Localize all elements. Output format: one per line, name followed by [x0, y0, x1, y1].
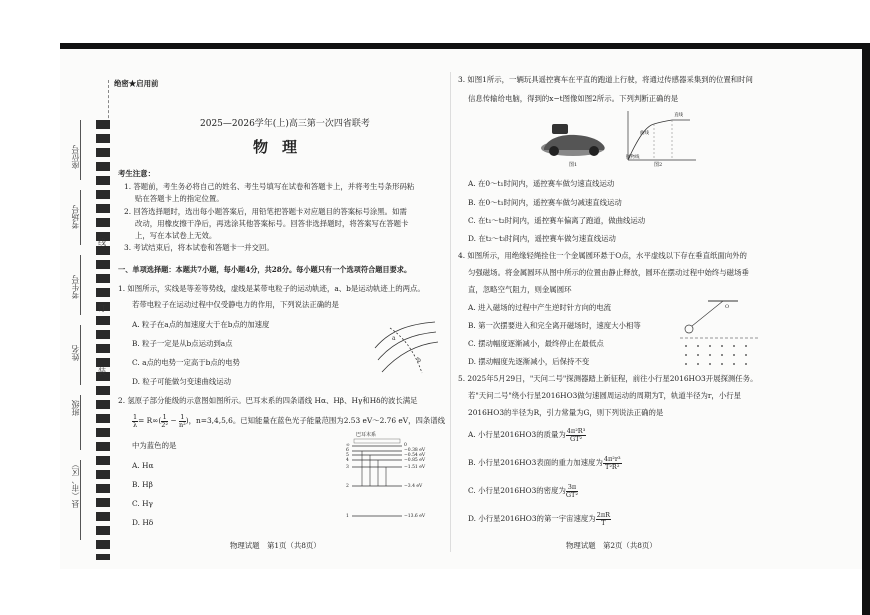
binding-mark-bind: 装 — [98, 367, 106, 376]
q4-option-d: D. 摆动幅度先逐渐减小，后保持不变 — [468, 357, 590, 366]
notice-heading: 考生注意： — [118, 169, 155, 178]
q3-option-b: B. 在0～t₁时间内，遥控赛车做匀减速直线运动 — [468, 198, 622, 207]
q2-option-c: C. Hγ — [132, 499, 153, 508]
field-candidate-number: 考生号 — [71, 275, 80, 299]
level-n: 2 — [346, 484, 349, 489]
q5-stem: 若"天问二号"绕小行星2016HO3做匀速圆周运动的周期为T，轨道半径为r，小行星 — [468, 391, 741, 400]
svg-text:b: b — [417, 357, 421, 364]
q4-option-b: B. 第一次摆要进入和完全离开磁场时，速度大小相等 — [468, 321, 641, 330]
q1-option-c: C. a点的电势一定高于b点的电势 — [132, 358, 240, 367]
q4-stem: 匀强磁场。将金属圆环从图中所示的位置由静止释放，圆环在摆动过程中始终与磁场垂 — [468, 268, 749, 277]
q1-option-b: B. 粒子一定是从b点运动到a点 — [132, 339, 233, 348]
q5-option-a: A. 小行星2016HO3的质量为 $\frac{\text{4π²R³}}{\text{GT²}}$ — [468, 427, 586, 443]
q4-magnetic-field-figure — [678, 298, 760, 370]
formula-fraction: $\frac{1}{\text{2²}}$ — [161, 413, 169, 429]
q1-option-a: A. 粒子在a点的加速度大于在b点的加速度 — [132, 320, 270, 329]
notice-line: 1. 答题前，考生务必将自己的姓名、考生号填写在试卷和答题卡上，并将考生号条形码粘 — [124, 182, 415, 191]
q4-option-c: C. 摆动幅度逐渐减小，最终停止在最低点 — [468, 339, 604, 348]
level-n: ∞ — [346, 443, 350, 448]
q5-option-c: C. 小行星2016HO3的密度为 $\frac{3\pi}{\text{GT²}}$ — [468, 483, 578, 499]
formula-fraction: $\frac{3\pi}{\text{GT²}}$ — [565, 483, 578, 499]
diagram-title: 巴耳末系 — [356, 432, 377, 438]
level-n: 3 — [346, 465, 349, 470]
footer-page-1: 物理试题 第1页（共8页） — [230, 541, 321, 550]
level-energy: −1.51 eV — [404, 465, 426, 470]
section-heading: 一、单项选择题：本题共7小题，每小题4分，共28分。每小题只有一个选项符合题目要求。 — [118, 265, 412, 274]
level-energy: −3.4 eV — [404, 484, 423, 489]
q3-option-d: D. 在t₂～t₃时间内，遥控赛车做匀速直线运动 — [468, 234, 616, 243]
q1-option-d: D. 粒子可能做匀变速曲线运动 — [132, 377, 232, 386]
graph-label-parabola: 抛物线 — [626, 155, 640, 160]
q3-option-a: A. 在0～t₁时间内，遥控赛车做匀速直线运动 — [468, 179, 615, 188]
q2-stem: 中为蓝色的是 — [132, 441, 177, 450]
q3-race-car-image — [538, 118, 608, 160]
q4-stem: 4. 如图所示，用绝缘轻绳拴住一个金属圆环悬于O点，水平虚线以下存在垂直纸面向外的 — [458, 251, 747, 260]
level-n: 5 — [346, 453, 349, 458]
notice-line: 上，写在本试卷上无效。 — [135, 231, 217, 240]
field-room-number: 考场号 — [71, 205, 80, 229]
secret-label: 绝密★启用前 — [114, 79, 159, 88]
level-n: 1 — [346, 514, 349, 519]
svg-text:O: O — [725, 304, 730, 310]
binding-mark-staple: 订 — [98, 304, 106, 313]
formula-fraction: $\frac{1}{\lambda}$ — [133, 413, 138, 429]
level-n: 6 — [346, 448, 349, 453]
formula-fraction: $\frac{1}{\text{n²}}$ — [178, 413, 186, 429]
level-energy: −13.6 eV — [404, 514, 426, 519]
scan-right-border — [862, 43, 870, 615]
page-divider — [450, 72, 451, 552]
q4-option-a: A. 进入磁场的过程中产生逆时针方向的电流 — [468, 303, 612, 312]
q5-stem: 5. 2025年5月29日，"天问二号"探测器踏上新征程，前往小行星2016HO3开展探测任务。 — [458, 374, 758, 383]
q2-option-b: B. Hβ — [132, 480, 153, 489]
notice-line: 2. 回答选择题时，选出每小题答案后，用铅笔把答题卡对应题目的答案标号涂黑。如需 — [124, 207, 407, 216]
q5-option-b: B. 小行星2016HO3表面的重力加速度为 $\frac{\text{4π²r³}}{\text{T²R²}}$ — [468, 455, 621, 471]
q1-stem: 若带电粒子在运动过程中仅受静电力的作用，下列说法正确的是 — [132, 300, 339, 309]
fig2-caption: 图2 — [654, 162, 663, 168]
q2-stem: 2. 氢原子部分能级的示意图如图所示。巴耳末系的四条谱线 Hα、Hβ、Hγ和Hδ的波长满足 — [118, 396, 418, 405]
level-energy: −0.38 eV — [404, 448, 426, 453]
level-energy: −0.85 eV — [404, 458, 426, 463]
level-energy: 0 — [404, 443, 407, 448]
field-class: 班级 — [71, 400, 80, 416]
graph-label-line: 直线 — [674, 113, 683, 118]
q1-equipotential-figure — [370, 318, 440, 378]
footer-page-2: 物理试题 第2页（共8页） — [566, 541, 657, 550]
notice-line: 改动，用橡皮擦干净后，再选涂其他答案标号。回答非选择题时，将答案写在答题卡 — [135, 219, 409, 228]
q2-option-a: A. Hα — [132, 461, 154, 470]
field-name: 姓名 — [71, 345, 80, 361]
binding-mark-line: 线 — [98, 238, 106, 247]
binding-rail — [96, 120, 110, 560]
level-energy: −0.54 eV — [404, 453, 426, 458]
notice-line: 贴在答题卡上的指定位置。 — [135, 194, 224, 203]
q1-stem: 1. 如图所示，实线是等差等势线，虚线是某带电粒子的运动轨迹，a、b是运动轨迹上的两点。 — [118, 284, 425, 293]
q4-stem: 直，忽略空气阻力，则金属圆环 — [468, 285, 572, 294]
q2-option-d: D. Hδ — [132, 518, 154, 527]
field-seat-number: 座位号 — [71, 145, 80, 169]
formula-fraction: $\frac{\text{4π²r³}}{\text{T²R²}}$ — [603, 455, 621, 471]
q5-stem: 2016HO3的半径为R，引力常量为G，则下列说法正确的是 — [468, 408, 664, 417]
q5-option-d: D. 小行星2016HO3的第一宇宙速度为 $\frac{2\pi R}{T}$ — [468, 511, 610, 527]
level-n: 4 — [346, 458, 349, 463]
subject-title: 物理 — [253, 138, 312, 156]
fig1-caption: 图1 — [569, 162, 578, 168]
q2-formula: $\frac{1}{\lambda}$ = R∞( $\frac{1}{\text{2²}}$ − $\frac{1}{\text{n²}}$ )，n=3,4,5,6。已知能量在蓝色光子能量范围为2.53 eV～2.76 eV，四条谱线 — [133, 413, 446, 429]
svg-text:a: a — [392, 335, 396, 342]
graph-label-curve: 曲线 — [640, 131, 649, 136]
q3-option-c: C. 在t₁～t₂时间内，遥控赛车偏离了跑道，做曲线运动 — [468, 216, 646, 225]
q3-stem: 3. 如图1所示，一辆玩具遥控赛车在平直的跑道上行驶，将通过传感器采集到的位置和时间 — [458, 75, 753, 84]
notice-line: 3. 考试结束后，将本试卷和答题卡一并交回。 — [124, 243, 274, 252]
q3-stem: 信息传输给电脑，得到的x−t图像如图2所示。下列判断正确的是 — [468, 94, 679, 103]
formula-fraction: $\frac{\text{4π²R³}}{\text{GT²}}$ — [566, 427, 586, 443]
exam-title: 2025—2026学年(上)高三第一次四省联考 — [200, 119, 370, 129]
formula-fraction: $\frac{2\pi R}{T}$ — [596, 511, 610, 527]
field-county: 县（市、区） — [71, 460, 80, 508]
